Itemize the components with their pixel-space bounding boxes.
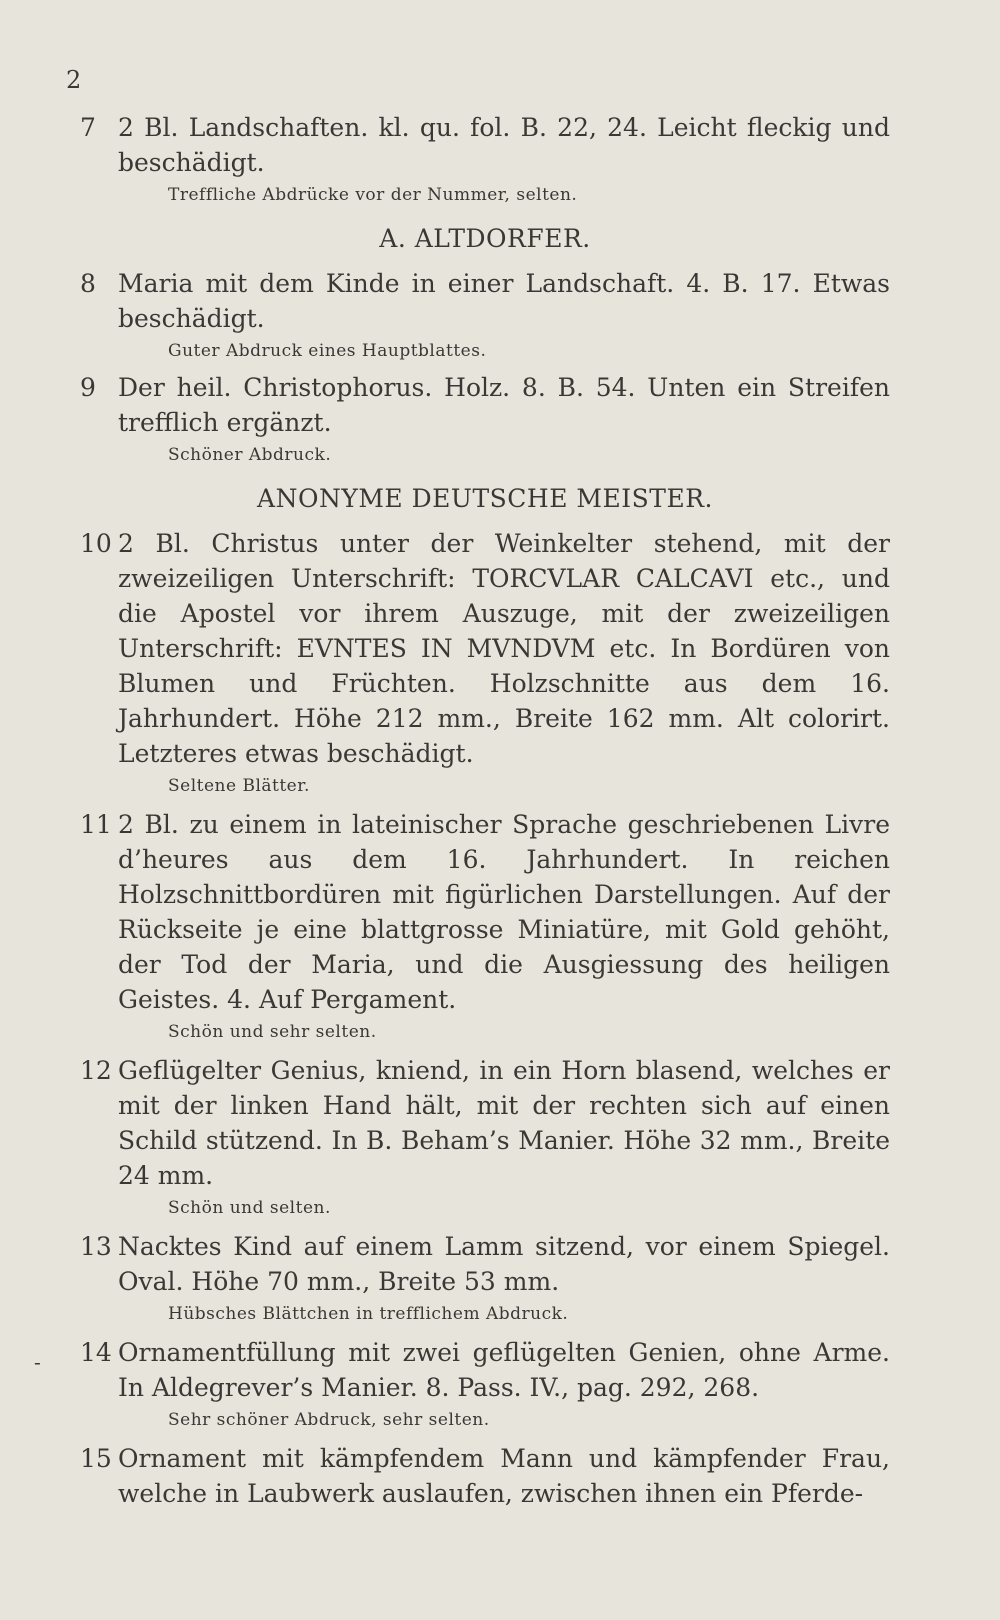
entry-description: 2 Bl. Christus unter der Weinkelter stehend, mit der zweizeiligen Unterschrift: TORCVLAR CALCAVI etc., und die Apostel vor ihrem Auszuge, mit der zweizeiligen Unterschrift: EVNTES IN MVNDVM etc. In Bordüren von Blumen und Früchten. Holzschnitte aus dem 16. Jahrhundert. Höhe 212 mm., Breite 162 mm. Alt colorirt. Letzteres etwas beschädigt. (118, 529, 890, 768)
entry-number: 8 (80, 269, 96, 298)
entry-description: Ornamentfüllung mit zwei geflügelten Genien, ohne Arme. In Aldegrever’s Manier. 8. Pass. IV., pag. 292, 268. (118, 1338, 890, 1402)
entry-number: 13 (80, 1232, 112, 1261)
entry-note: Hübsches Blättchen in trefflichem Abdruck. (168, 1304, 569, 1324)
section-heading-anonyme-deutsche-meister: ANONYME DEUTSCHE MEISTER. (257, 484, 713, 513)
catalog-entry-7 (80, 110, 890, 208)
catalog-content (80, 110, 890, 1511)
entry-note: Seltene Blätter. (168, 776, 310, 796)
entry-note: Guter Abdruck eines Hauptblattes. (168, 341, 487, 361)
entry-number: 11 (80, 810, 112, 839)
entry-number: 7 (80, 113, 96, 142)
entry-description: Ornament mit kämpfendem Mann und kämpfender Frau, welche in Laubwerk auslaufen, zwischen ihnen ein Pferde- (118, 1444, 890, 1508)
catalog-entry-10 (80, 526, 890, 799)
entry-number: 10 (80, 529, 112, 558)
catalog-entry-12 (80, 1053, 890, 1221)
entry-description: Maria mit dem Kinde in einer Landschaft. 4. B. 17. Etwas beschädigt. (118, 269, 890, 333)
entry-description: Der heil. Christophorus. Holz. 8. B. 54. Unten ein Streifen trefflich ergänzt. (118, 373, 890, 437)
catalog-entry-13 (80, 1229, 890, 1327)
entry-note: Treffliche Abdrücke vor der Nummer, selten. (168, 185, 578, 205)
entry-number: 15 (80, 1444, 112, 1473)
margin-mark: - (34, 1350, 41, 1374)
catalog-entry-14 (80, 1335, 890, 1433)
entry-number: 14 (80, 1338, 112, 1367)
catalog-entry-8 (80, 266, 890, 364)
page-number: 2 (66, 66, 82, 94)
entry-description: 2 Bl. zu einem in lateinischer Sprache geschriebenen Livre d’heures aus dem 16. Jahrhundert. In reichen Holzschnittbordüren mit figürlichen Darstellungen. Auf der Rückseite je eine blattgrosse Miniatüre, mit Gold gehöht, der Tod der Maria, und die Ausgiessung des heiligen Geistes. 4. Auf Pergament. (118, 810, 890, 1014)
entry-note: Schöner Abdruck. (168, 445, 332, 465)
entry-note: Schön und sehr selten. (168, 1022, 377, 1042)
catalog-entry-15 (80, 1441, 890, 1511)
entry-number: 12 (80, 1056, 112, 1085)
entry-description: 2 Bl. Landschaften. kl. qu. fol. B. 22, 24. Leicht fleckig und beschädigt. (118, 113, 890, 177)
section-heading-altdorfer: A. ALTDORFER. (379, 224, 591, 253)
entry-note: Schön und selten. (168, 1198, 331, 1218)
catalog-entry-9 (80, 370, 890, 468)
catalog-entry-11 (80, 807, 890, 1045)
entry-number: 9 (80, 373, 96, 402)
entry-note: Sehr schöner Abdruck, sehr selten. (168, 1410, 490, 1430)
entry-description: Nacktes Kind auf einem Lamm sitzend, vor einem Spiegel. Oval. Höhe 70 mm., Breite 53 mm. (118, 1232, 890, 1296)
entry-description: Geflügelter Genius, kniend, in ein Horn blasend, welches er mit der linken Hand hält, mit der rechten sich auf einen Schild stützend. In B. Beham’s Manier. Höhe 32 mm., Breite 24 mm. (118, 1056, 890, 1190)
